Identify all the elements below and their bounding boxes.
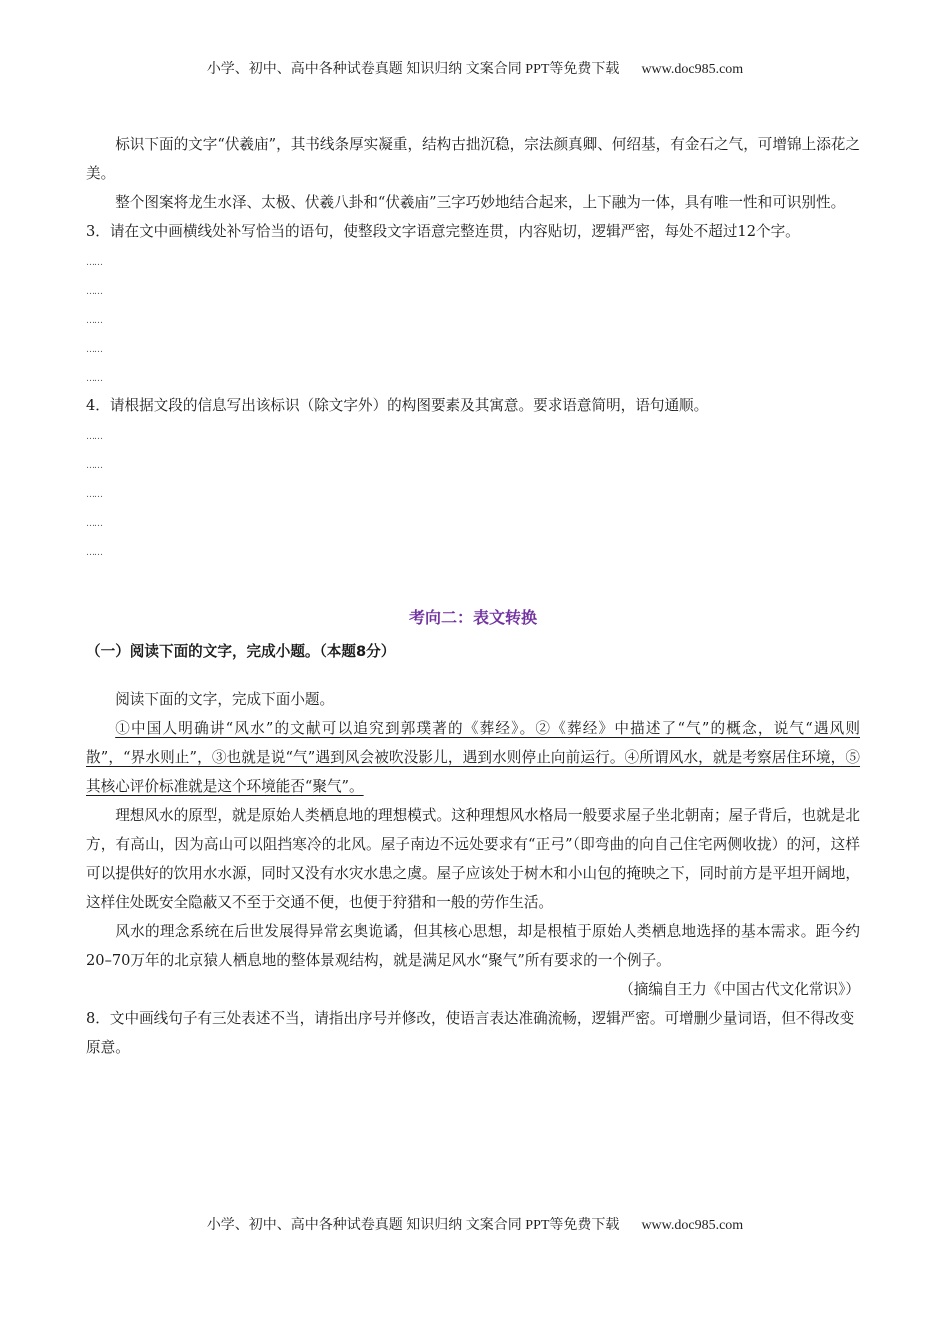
document-body (86, 130, 860, 1062)
header-text: 小学、初中、高中各种试卷真题 知识归纳 文案合同 PPT等免费下载 (206, 62, 620, 77)
intro-paragraph-2: 整个图案将龙生水泽、太极、伏羲八卦和“伏羲庙”三字巧妙地结合起来，上下融为一体，具有唯一性和可识别性。 (115, 194, 846, 211)
question-3: 3．请在文中画横线处补写恰当的语句，使整段文字语意完整连贯，内容贴切，逻辑严密，每处不超过12个字。 (86, 223, 800, 240)
answer-blank[interactable]: …… (86, 345, 102, 355)
header-url[interactable]: www.doc985.com (641, 62, 744, 77)
answer-blank[interactable]: …… (86, 519, 102, 529)
passage-paragraph-2: 风水的理念系统在后世发展得异常玄奥诡谲，但其核心思想，却是根植于原始人类栖息地选择的基本需求。距今约20–70万年的北京猿人栖息地的整体景观结构，就是满足风水“聚气”所有要求的一个例子。 (86, 923, 860, 969)
answer-blank[interactable]: …… (86, 490, 102, 500)
passage-intro: 阅读下面的文字，完成下面小题。 (115, 691, 335, 708)
page-header (0, 58, 950, 78)
answer-blank[interactable]: …… (86, 316, 102, 326)
footer-text: 小学、初中、高中各种试卷真题 知识归纳 文案合同 PPT等免费下载 (206, 1218, 620, 1233)
answer-blank[interactable]: …… (86, 258, 102, 268)
passage-paragraph-1: 理想风水的原型，就是原始人类栖息地的理想模式。这种理想风水格局一般要求屋子坐北朝南；屋子背后，也就是北方，有高山，因为高山可以阻挡寒冷的北风。屋子南边不远处要求有“正弓”（即弯曲的向自己住宅两侧收拢）的河，这样可以提供好的饮用水水源，同时又没有水灾水患之虞。屋子应该处于树木和小山包的掩映之下，同时前方是平坦开阔地，这样住处既安全隐蔽又不至于交通不便，也便于狩猎和一般的劳作生活。 (86, 807, 860, 911)
answer-blanks-q4 (86, 420, 860, 565)
passage-source: （摘编自王力《中国古代文化常识》） (619, 981, 860, 998)
question-4: 4．请根据文段的信息写出该标识（除文字外）的构图要素及其寓意。要求语意简明，语句通顺。 (86, 397, 709, 414)
page-footer (0, 1214, 950, 1234)
intro-paragraph-1: 标识下面的文字“伏羲庙”，其书线条厚实凝重，结构古拙沉稳，宗法颜真卿、何绍基，有金石之气，可增锦上添花之美。 (86, 136, 860, 182)
passage-underlined-sentences: ①中国人明确讲“风水”的文献可以追究到郭璞著的《葬经》。②《葬经》中描述了“气”的概念，说气“遇风则散”，“界水则止”，③也就是说“气”遇到风会被吹没影儿，遇到水则停止向前运行。④所谓风水，就是考察居住环境，⑤其核心评价标准就是这个环境能否“聚气”。 (86, 720, 860, 795)
answer-blank[interactable]: …… (86, 432, 102, 442)
question-8: 8．文中画线句子有三处表述不当，请指出序号并修改，使语言表达准确流畅，逻辑严密。可增删少量词语，但不得改变原意。 (86, 1010, 855, 1056)
sub-title: （一）阅读下面的文字，完成小题。（本题8分） (86, 643, 396, 660)
answer-blank[interactable]: …… (86, 461, 102, 471)
answer-blank[interactable]: …… (86, 374, 102, 384)
section-title: 考向二：表文转换 (408, 608, 537, 627)
answer-blank[interactable]: …… (86, 287, 102, 297)
footer-url[interactable]: www.doc985.com (641, 1218, 744, 1233)
answer-blank[interactable]: …… (86, 548, 102, 558)
answer-blanks-q3 (86, 246, 860, 391)
